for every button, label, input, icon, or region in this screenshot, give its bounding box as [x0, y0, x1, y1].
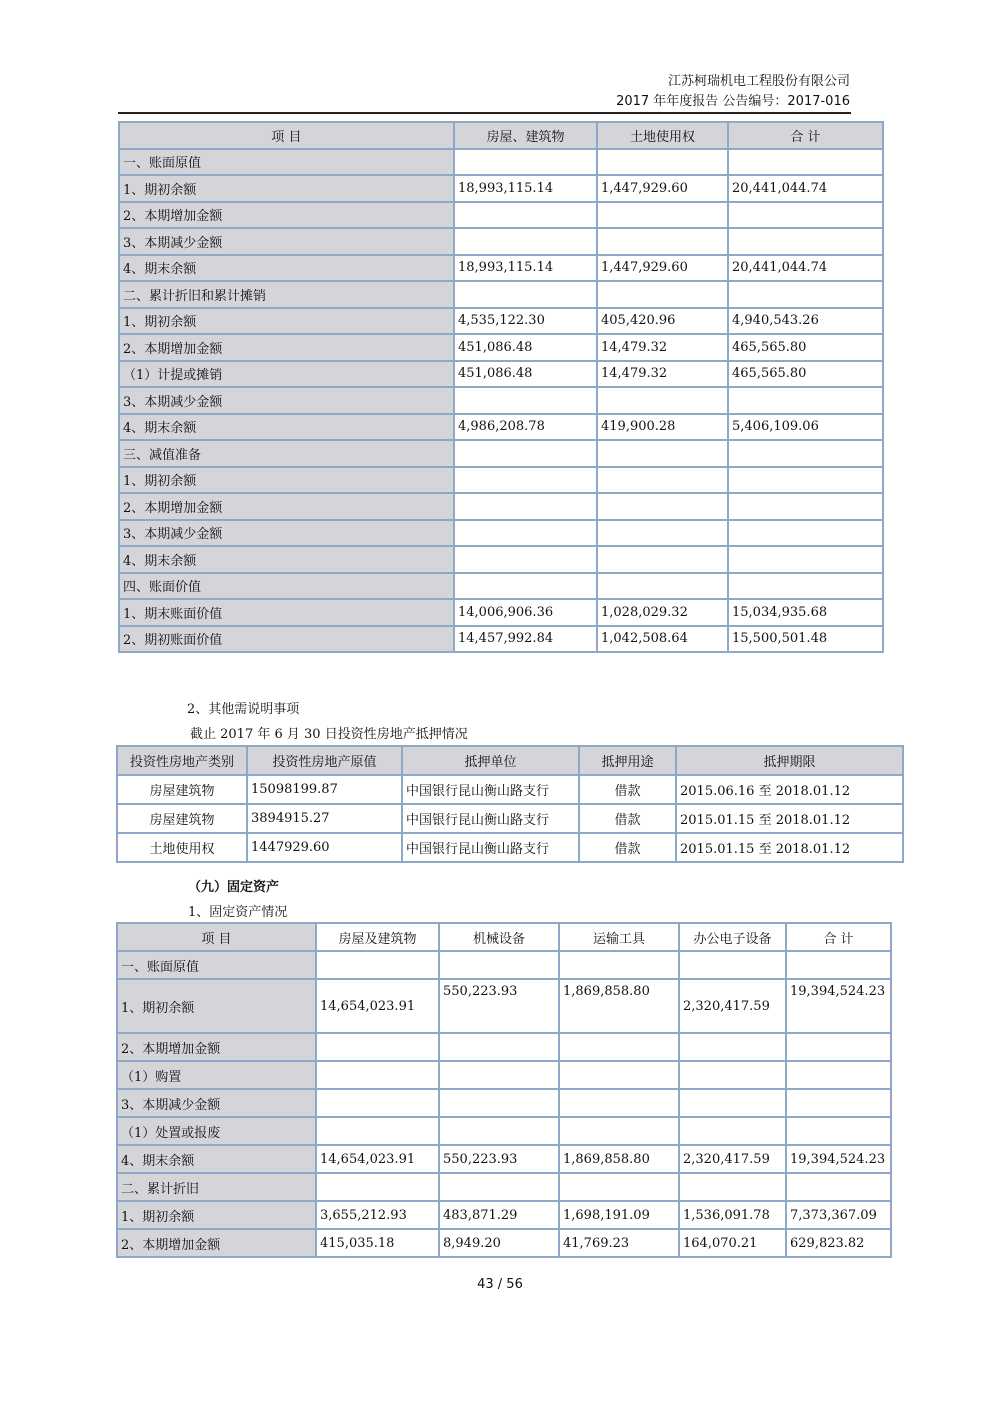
row-label: 1、期初余额	[117, 1201, 316, 1229]
row-label: 2、本期增加金额	[119, 493, 454, 520]
cell-value	[439, 1033, 559, 1061]
cell-value: 14,654,023.91	[316, 1145, 439, 1173]
cell-value	[728, 493, 883, 520]
cell-value	[454, 546, 597, 573]
row-label: 二、累计折旧	[117, 1173, 316, 1201]
cell-value: 18,993,115.14	[454, 175, 597, 202]
cell-value	[786, 951, 891, 979]
row-label: 2、本期增加金额	[119, 202, 454, 229]
row-label: 1、期末账面价值	[119, 599, 454, 626]
cell-value: 465,565.80	[728, 361, 883, 388]
row-label: 房屋建筑物	[117, 804, 247, 833]
cell-value: 2015.01.15 至 2018.01.12	[676, 804, 903, 833]
section-fixed-assets-title: （九）固定资产	[188, 880, 280, 895]
page-number: 43 / 56	[477, 1277, 523, 1292]
cell-value	[597, 281, 728, 308]
section-fixed-assets-sub: 1、固定资产情况	[188, 905, 288, 920]
cell-value	[728, 281, 883, 308]
cell-value	[679, 951, 786, 979]
header-item: 项 目	[117, 923, 316, 951]
header-item: 项 目	[119, 122, 454, 149]
cell-value: 483,871.29	[439, 1201, 559, 1229]
cell-value	[559, 951, 679, 979]
cell-value	[597, 467, 728, 494]
row-label: 4、期末余额	[119, 414, 454, 441]
cell-value: 451,086.48	[454, 361, 597, 388]
row-label: （1）计提或摊销	[119, 361, 454, 388]
cell-value	[316, 1033, 439, 1061]
row-label: 二、累计折旧和累计摊销	[119, 281, 454, 308]
cell-value	[728, 467, 883, 494]
cell-value	[786, 1033, 891, 1061]
cell-value: 465,565.80	[728, 334, 883, 361]
cell-value	[559, 1089, 679, 1117]
row-label: 土地使用权	[117, 833, 247, 862]
cell-value	[316, 1089, 439, 1117]
cell-value: 4,535,122.30	[454, 308, 597, 335]
table-row	[117, 1201, 891, 1229]
cell-value	[454, 467, 597, 494]
table-row	[117, 833, 903, 862]
cell-value: 2,320,417.59	[679, 979, 786, 1033]
row-label: 三、减值准备	[119, 440, 454, 467]
pledge-table	[116, 745, 904, 863]
table-row	[117, 1117, 891, 1145]
cell-value	[597, 149, 728, 176]
cell-value: 中国银行昆山衡山路支行	[402, 775, 579, 804]
cell-value: 14,457,992.84	[454, 626, 597, 653]
fixed-assets-table	[116, 922, 892, 1258]
header-land-use-right: 土地使用权	[597, 122, 728, 149]
cell-value: 1,042,508.64	[597, 626, 728, 653]
cell-value	[439, 1117, 559, 1145]
cell-value: 中国银行昆山衡山路支行	[402, 804, 579, 833]
row-label: 1、期初余额	[119, 175, 454, 202]
row-label: 四、账面价值	[119, 573, 454, 600]
cell-value	[316, 1173, 439, 1201]
cell-value: 1,869,858.80	[559, 979, 679, 1033]
cell-value: 14,006,906.36	[454, 599, 597, 626]
cell-value	[454, 202, 597, 229]
cell-value	[439, 1061, 559, 1089]
cell-value	[454, 493, 597, 520]
cell-value: 550,223.93	[439, 979, 559, 1033]
table-row	[119, 361, 883, 388]
cell-value: 15098199.87	[247, 775, 402, 804]
header-original-value: 投资性房地产原值	[247, 746, 402, 775]
header-rule	[118, 112, 851, 114]
cell-value: 1,869,858.80	[559, 1145, 679, 1173]
cell-value	[679, 1089, 786, 1117]
cell-value: 4,940,543.26	[728, 308, 883, 335]
cell-value: 2,320,417.59	[679, 1145, 786, 1173]
cell-value	[597, 520, 728, 547]
cell-value: 借款	[579, 804, 676, 833]
cell-value	[728, 149, 883, 176]
other-notes-heading: 2、其他需说明事项	[187, 702, 300, 717]
cell-value: 14,479.32	[597, 361, 728, 388]
report-id: 2017 年年度报告 公告编号：2017-016	[616, 94, 850, 109]
table-row	[117, 1173, 891, 1201]
cell-value	[439, 1089, 559, 1117]
cell-value	[454, 281, 597, 308]
row-label: 2、本期增加金额	[117, 1033, 316, 1061]
table-row	[119, 493, 883, 520]
table-row	[117, 1061, 891, 1089]
row-label: 3、本期减少金额	[119, 387, 454, 414]
cell-value: 3,655,212.93	[316, 1201, 439, 1229]
header-buildings: 房屋、建筑物	[454, 122, 597, 149]
cell-value: 405,420.96	[597, 308, 728, 335]
table-row	[119, 387, 883, 414]
row-label: 3、本期减少金额	[117, 1089, 316, 1117]
table-row	[117, 1145, 891, 1173]
row-label: 4、期末余额	[119, 546, 454, 573]
cell-value	[597, 387, 728, 414]
cell-value	[597, 440, 728, 467]
cell-value: 415,035.18	[316, 1229, 439, 1257]
table-row	[119, 626, 883, 653]
cell-value	[439, 951, 559, 979]
table-row	[119, 334, 883, 361]
cell-value: 8,949.20	[439, 1229, 559, 1257]
cell-value: 5,406,109.06	[728, 414, 883, 441]
cell-value: 1447929.60	[247, 833, 402, 862]
cell-value: 18,993,115.14	[454, 255, 597, 282]
cell-value: 3894915.27	[247, 804, 402, 833]
table-row	[117, 804, 903, 833]
cell-value: 41,769.23	[559, 1229, 679, 1257]
header-pledgee: 抵押单位	[402, 746, 579, 775]
cell-value	[728, 520, 883, 547]
header-total: 合 计	[728, 122, 883, 149]
cell-value: 164,070.21	[679, 1229, 786, 1257]
cell-value	[679, 1173, 786, 1201]
pledge-intro: 截止 2017 年 6 月 30 日投资性房地产抵押情况	[190, 727, 468, 742]
cell-value	[597, 202, 728, 229]
cell-value	[559, 1173, 679, 1201]
cell-value	[454, 520, 597, 547]
table-row	[119, 255, 883, 282]
table-row	[119, 281, 883, 308]
table-row	[119, 440, 883, 467]
table-row	[119, 599, 883, 626]
cell-value	[728, 546, 883, 573]
cell-value: 419,900.28	[597, 414, 728, 441]
cell-value: 7,373,367.09	[786, 1201, 891, 1229]
header-office-electronics: 办公电子设备	[679, 923, 786, 951]
table-row	[119, 308, 883, 335]
table-row	[117, 1033, 891, 1061]
header-transport: 运输工具	[559, 923, 679, 951]
cell-value: 451,086.48	[454, 334, 597, 361]
cell-value	[454, 573, 597, 600]
cell-value	[439, 1173, 559, 1201]
table-row	[117, 951, 891, 979]
row-label: （1）处置或报废	[117, 1117, 316, 1145]
header-purpose: 抵押用途	[579, 746, 676, 775]
table-row	[119, 202, 883, 229]
row-label: 1、期初余额	[119, 308, 454, 335]
cell-value: 1,536,091.78	[679, 1201, 786, 1229]
cell-value: 借款	[579, 775, 676, 804]
investment-property-table	[118, 121, 884, 653]
cell-value	[597, 228, 728, 255]
cell-value: 1,447,929.60	[597, 255, 728, 282]
row-label: 一、账面原值	[117, 951, 316, 979]
cell-value	[728, 440, 883, 467]
table-row	[119, 573, 883, 600]
cell-value: 1,028,029.32	[597, 599, 728, 626]
company-name: 江苏柯瑞机电工程股份有限公司	[667, 74, 850, 89]
cell-value	[597, 546, 728, 573]
table-row	[119, 414, 883, 441]
cell-value: 2015.01.15 至 2018.01.12	[676, 833, 903, 862]
cell-value: 19,394,524.23	[786, 1145, 891, 1173]
row-label: 3、本期减少金额	[119, 520, 454, 547]
table-row	[119, 467, 883, 494]
table-row	[119, 546, 883, 573]
cell-value	[728, 228, 883, 255]
cell-value: 20,441,044.74	[728, 255, 883, 282]
header-buildings: 房屋及建筑物	[316, 923, 439, 951]
cell-value: 14,479.32	[597, 334, 728, 361]
cell-value: 15,034,935.68	[728, 599, 883, 626]
cell-value: 19,394,524.23	[786, 979, 891, 1033]
cell-value	[786, 1173, 891, 1201]
row-label: 房屋建筑物	[117, 775, 247, 804]
cell-value	[786, 1061, 891, 1089]
cell-value: 15,500,501.48	[728, 626, 883, 653]
cell-value	[316, 1117, 439, 1145]
cell-value	[559, 1117, 679, 1145]
cell-value	[559, 1061, 679, 1089]
cell-value: 借款	[579, 833, 676, 862]
cell-value	[679, 1033, 786, 1061]
table-row	[119, 175, 883, 202]
cell-value	[728, 573, 883, 600]
table-row	[117, 979, 891, 1033]
cell-value	[316, 951, 439, 979]
row-label: 一、账面原值	[119, 149, 454, 176]
table-row	[119, 228, 883, 255]
header-machinery: 机械设备	[439, 923, 559, 951]
cell-value	[454, 149, 597, 176]
cell-value	[454, 228, 597, 255]
table-row	[119, 149, 883, 176]
header-category: 投资性房地产类别	[117, 746, 247, 775]
header-term: 抵押期限	[676, 746, 903, 775]
table-row	[117, 1089, 891, 1117]
row-label: 3、本期减少金额	[119, 228, 454, 255]
row-label: 2、期初账面价值	[119, 626, 454, 653]
row-label: （1）购置	[117, 1061, 316, 1089]
table-row	[119, 520, 883, 547]
cell-value	[454, 440, 597, 467]
header-total: 合 计	[786, 923, 891, 951]
row-label: 4、期末余额	[117, 1145, 316, 1173]
page-header	[616, 72, 850, 112]
row-label: 1、期初余额	[119, 467, 454, 494]
table-row	[117, 775, 903, 804]
table-row	[117, 1229, 891, 1257]
cell-value: 1,447,929.60	[597, 175, 728, 202]
cell-value	[454, 387, 597, 414]
cell-value	[559, 1033, 679, 1061]
cell-value: 629,823.82	[786, 1229, 891, 1257]
cell-value	[728, 387, 883, 414]
cell-value	[786, 1117, 891, 1145]
cell-value: 1,698,191.09	[559, 1201, 679, 1229]
row-label: 2、本期增加金额	[117, 1229, 316, 1257]
cell-value	[679, 1117, 786, 1145]
row-label: 4、期末余额	[119, 255, 454, 282]
cell-value: 4,986,208.78	[454, 414, 597, 441]
cell-value: 550,223.93	[439, 1145, 559, 1173]
cell-value: 2015.06.16 至 2018.01.12	[676, 775, 903, 804]
cell-value	[786, 1089, 891, 1117]
cell-value: 20,441,044.74	[728, 175, 883, 202]
cell-value	[316, 1061, 439, 1089]
cell-value	[597, 573, 728, 600]
cell-value: 中国银行昆山衡山路支行	[402, 833, 579, 862]
cell-value: 14,654,023.91	[316, 979, 439, 1033]
cell-value	[679, 1061, 786, 1089]
row-label: 1、期初余额	[117, 979, 316, 1033]
cell-value	[728, 202, 883, 229]
cell-value	[597, 493, 728, 520]
row-label: 2、本期增加金额	[119, 334, 454, 361]
